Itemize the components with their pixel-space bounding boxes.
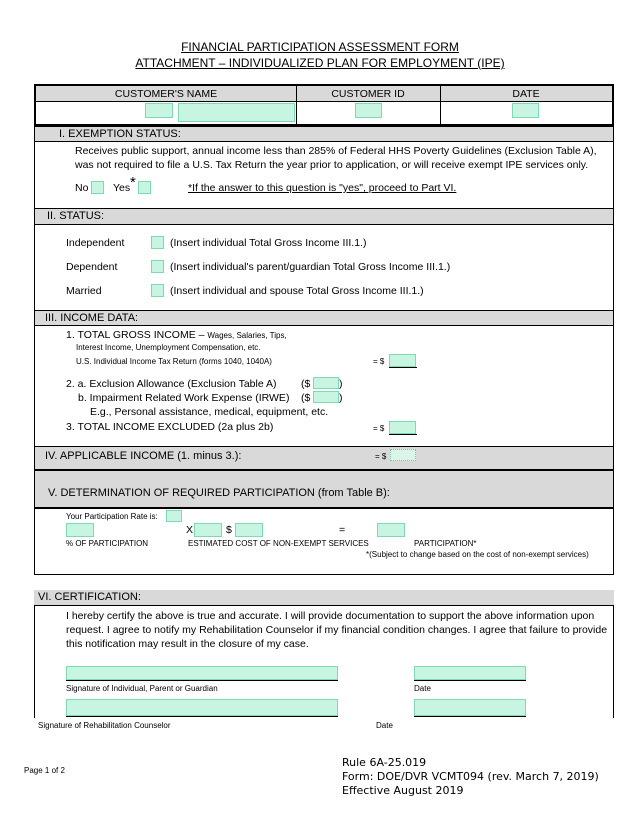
individual-date-label: Date (414, 684, 431, 693)
participation-amount-field[interactable] (377, 523, 405, 537)
estimated-cost-label: ESTIMATED COST OF NON-EXEMPT SERVICES (188, 539, 369, 548)
section-applicable-title: IV. APPLICABLE INCOME (1. minus 3.): (45, 450, 242, 462)
section-exemption-title: I. EXEMPTION STATUS: (59, 128, 181, 140)
irwe-field[interactable] (313, 391, 339, 403)
counselor-date-label: Date (376, 721, 393, 730)
cost-field-b[interactable] (235, 523, 263, 537)
gross-income-desc-line2: Interest Income, Unemployment Compensation, etc. (76, 343, 261, 352)
signature-line (66, 716, 338, 717)
cost-field-a[interactable] (194, 523, 222, 537)
effective-date: Effective August 2019 (342, 784, 464, 797)
section-determination-header (34, 470, 614, 508)
independent-label: Independent (66, 237, 125, 249)
gross-income-title: 1. TOTAL GROSS INCOME – (66, 329, 205, 341)
exclusion-allowance-field[interactable] (313, 377, 339, 389)
equals-sign: = (339, 524, 346, 536)
counselor-signature-label: Signature of Rehabilitation Counselor (38, 721, 171, 730)
date-label: DATE (512, 88, 540, 100)
section-applicable-header (34, 446, 614, 470)
customer-id-label: CUSTOMER ID (331, 88, 405, 100)
irwe-paren-close: ) (339, 392, 343, 404)
section-income-header (34, 310, 614, 326)
independent-text: (Insert individual Total Gross Income III.1.) (170, 237, 367, 249)
yes-label: Yes (113, 182, 131, 194)
exemption-text-line2: was not required to file a U.S. Tax Return the year prior to application, or will receive exempt IPE services only. (75, 159, 589, 171)
no-label: No (75, 182, 89, 194)
total-excluded-equals: = $ (373, 424, 385, 433)
participation-rate-field[interactable] (166, 510, 182, 522)
form-number: Form: DOE/DVR VCMT094 (rev. March 7, 2019) (342, 770, 599, 783)
participation-label: PARTICIPATION* (414, 539, 477, 548)
irwe-example: E.g., Personal assistance, medical, equipment, etc. (90, 406, 329, 418)
section-status-header (34, 208, 614, 225)
field-underline (389, 434, 417, 435)
independent-checkbox[interactable] (151, 236, 164, 249)
date-line (414, 680, 526, 681)
certification-header (34, 590, 614, 606)
signature-line (66, 680, 338, 681)
irwe-paren-open: ($ (301, 392, 311, 404)
form-subtitle: ATTACHMENT – INDIVIDUALIZED PLAN FOR EMPLOYMENT (IPE) (135, 56, 505, 70)
certification-text-line2: request. I agree to notify my Rehabilitation Counselor if my financial condition changes. I agree that failure to provide (66, 624, 608, 636)
percent-participation-field[interactable] (66, 523, 94, 537)
married-text: (Insert individual and spouse Total Gross Income III.1.) (170, 285, 424, 297)
gross-income-desc: Wages, Salaries, Tips, (207, 331, 287, 340)
married-checkbox[interactable] (151, 284, 164, 297)
exclusion-paren-open: ($ (301, 378, 311, 390)
date-field[interactable] (512, 103, 539, 118)
total-excluded-label: 3. TOTAL INCOME EXCLUDED (2a plus 2b) (66, 421, 274, 433)
dependent-checkbox[interactable] (151, 260, 164, 273)
certification-title: VI. CERTIFICATION: (38, 591, 141, 603)
certification-text-line3: this notification may result in the closure of my case. (66, 638, 309, 650)
applicable-equals: = $ (375, 452, 387, 461)
gross-income-desc-line3: U.S. Individual Income Tax Return (forms 1040, 1040A) (76, 357, 272, 366)
counselor-signature-field[interactable] (66, 699, 338, 716)
section-exemption-header (34, 126, 614, 142)
dependent-label: Dependent (66, 261, 118, 273)
participation-footnote: *(Subject to change based on the cost of non-exempt services) (366, 550, 589, 559)
counselor-date-field[interactable] (414, 699, 526, 716)
section-income-title: III. INCOME DATA: (45, 312, 139, 324)
dependent-text: (Insert individual's parent/guardian Total Gross Income III.1.) (170, 261, 451, 273)
individual-signature-label: Signature of Individual, Parent or Guardian (66, 684, 218, 693)
exemption-text-line1: Receives public support, annual income less than 285% of Federal HHS Poverty Guidelines (Exclusion Table A), (75, 145, 597, 157)
section-determination-title: V. DETERMINATION OF REQUIRED PARTICIPATION (from Table B): (48, 487, 390, 499)
multiply-sign: X (186, 524, 194, 536)
exclusion-paren-close: ) (339, 378, 343, 390)
customer-name-field[interactable] (178, 103, 295, 122)
rule-number: Rule 6A-25.019 (342, 756, 427, 769)
date-line (414, 716, 526, 717)
exemption-note: *If the answer to this question is "yes", proceed to Part VI. (188, 182, 457, 194)
customer-first-name-field[interactable] (145, 103, 173, 118)
section-status-title: II. STATUS: (47, 210, 105, 222)
gross-income-field[interactable] (389, 354, 416, 367)
exclusion-allowance-label: 2. a. Exclusion Allowance (Exclusion Table A) (66, 378, 277, 390)
individual-signature-field[interactable] (66, 666, 338, 680)
total-excluded-field[interactable] (389, 421, 416, 434)
certification-text-line1: I hereby certify the above is true and accurate. I will provide documentation to support the above information upon (66, 610, 595, 622)
form-title: FINANCIAL PARTICIPATION ASSESSMENT FORM (181, 40, 459, 54)
participation-rate-label: Your Participation Rate is: (66, 512, 158, 521)
page-number: Page 1 of 2 (24, 766, 65, 775)
applicable-income-field[interactable] (390, 449, 416, 461)
field-underline (389, 367, 417, 368)
irwe-label: b. Impairment Related Work Expense (IRWE) (78, 392, 290, 404)
dollar-sign: $ (226, 524, 232, 536)
married-label: Married (66, 285, 102, 297)
no-checkbox[interactable] (91, 181, 104, 194)
percent-participation-label: % OF PARTICIPATION (66, 539, 149, 548)
gross-income-equals: = $ (373, 357, 385, 366)
yes-checkbox[interactable] (138, 181, 151, 194)
yes-asterisk: * (130, 174, 136, 191)
individual-date-field[interactable] (414, 666, 526, 680)
customer-id-field[interactable] (355, 103, 382, 118)
table-divider (36, 101, 612, 102)
customer-name-label: CUSTOMER'S NAME (114, 88, 218, 100)
gross-income-label (66, 329, 287, 341)
